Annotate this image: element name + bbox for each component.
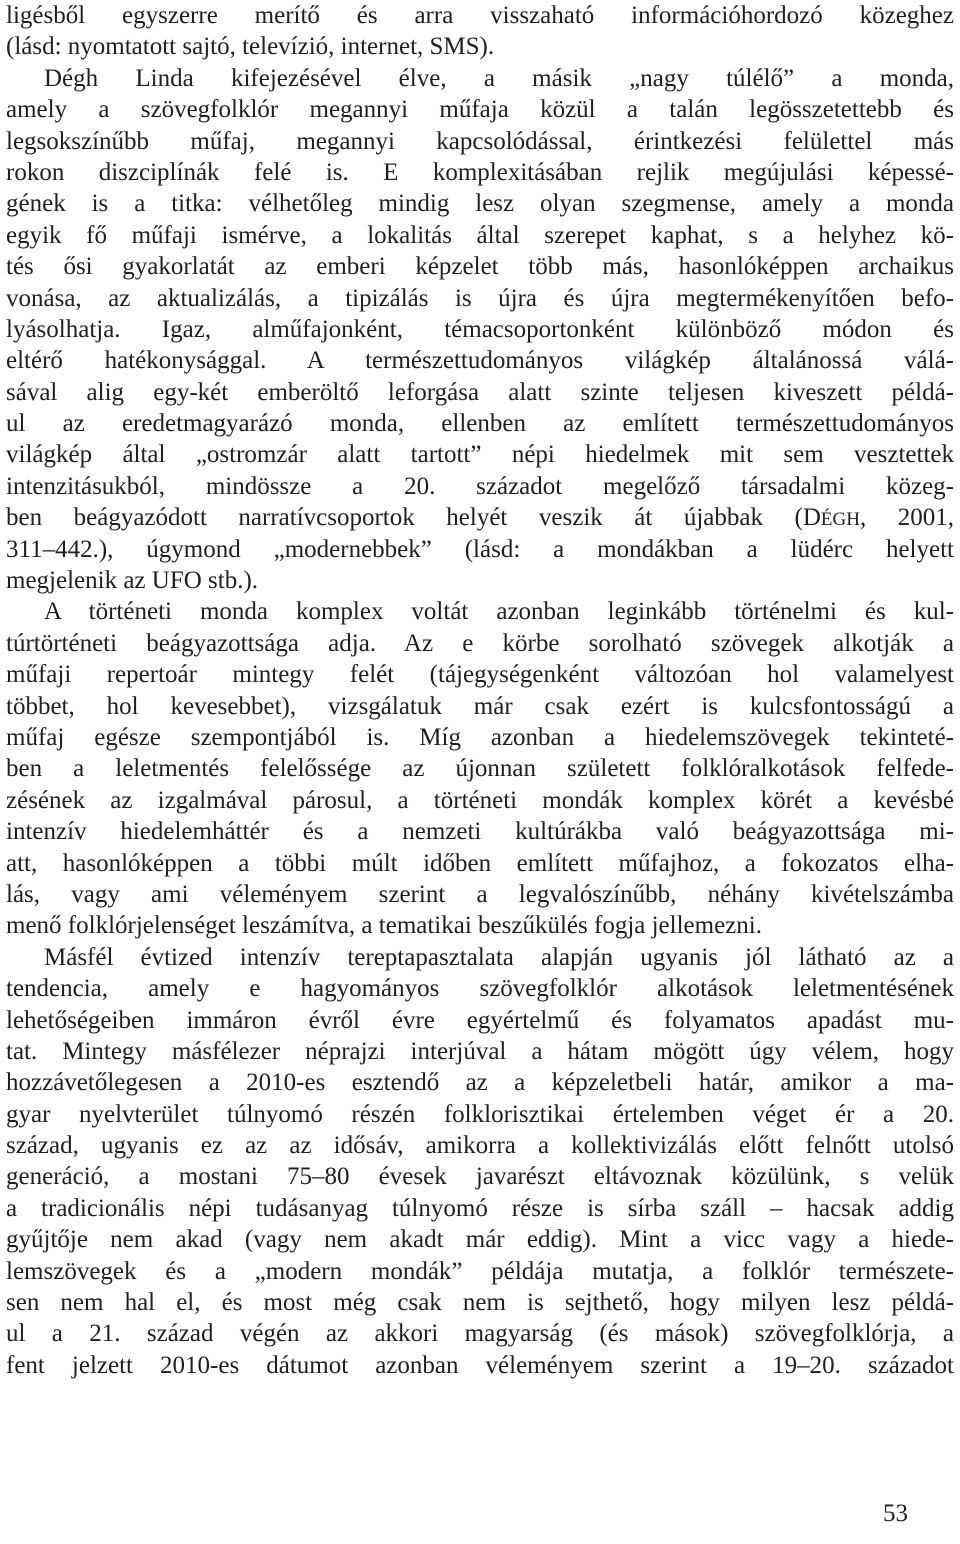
text-line: generáció, a mostani 75–80 évesek javarészt eltávoznak közülünk, s velük	[6, 1163, 954, 1191]
text-line: túrtörténeti beágyazottsága adja. Az e körbe sorolható szövegek alkotják a	[6, 629, 954, 657]
paragraph	[6, 0, 954, 63]
text-line: megjelenik az UFO stb.).	[6, 567, 259, 595]
text-line: intenzív hiedelemháttér és a nemzeti kultúrákba való beágyazottsága mi-	[6, 818, 954, 846]
text-line: ul a 21. század végén az akkori magyarság (és mások) szövegfolklórja, a	[6, 1320, 954, 1348]
text-line: gyar nyelvterület túlnyomó részén folklorisztikai értelemben véget ér a 20.	[6, 1100, 954, 1128]
text-line: 311–442.), úgymond „modernebbek” (lásd: a mondákban a lüdérc helyett	[6, 535, 954, 563]
text-line: att, hasonlóképpen a többi múlt időben említett műfajhoz, a fokozatos elha-	[6, 849, 954, 877]
text-line: ben beágyazódott narratívcsoportok helyét veszik át újabbak (DÉGH, 2001,	[6, 504, 954, 532]
text-line: gyűjtője nem akad (vagy nem akadt már eddig). Mint a vicc vagy a hiede-	[6, 1226, 954, 1254]
text-line: rokon diszciplínák felé is. E komplexitásában rejlik megújulási képessé-	[6, 158, 954, 186]
text-line: vonása, az aktualizálás, a tipizálás is újra és újra megtermékenyítően befo-	[6, 284, 954, 312]
text-line: tés ősi gyakorlatát az emberi képzelet több más, hasonlóképpen archaikus	[6, 253, 954, 281]
text-line: műfaj egésze szempontjából is. Míg azonban a hiedelemszövegek tekinteté-	[6, 723, 954, 751]
text-line: legsokszínűbb műfaj, megannyi kapcsolódással, érintkezési felülettel más	[6, 127, 954, 155]
text-line: eltérő hatékonysággal. A természettudományos világkép általánossá válá-	[6, 347, 954, 375]
text-line: világkép által „ostromzár alatt tartott” népi hiedelmek mit sem vesztettek	[6, 441, 954, 469]
text-line: sával alig egy-két emberöltő leforgása alatt szinte teljesen kiveszett példá-	[6, 378, 954, 406]
text-line: ben a leletmentés felelőssége az újonnan született folklóralkotások felfede-	[6, 755, 954, 783]
text-line: lyásolhatja. Igaz, alműfajonként, témacsoportonként különböző módon és	[6, 315, 954, 343]
page-number: 53	[883, 1500, 908, 1527]
text-line: műfaji repertoár mintegy felét (tájegységenként változóan hol valamelyest	[6, 661, 954, 689]
text-line: a tradicionális népi tudásanyag túlnyomó része is sírba száll – hacsak addig	[6, 1194, 954, 1222]
text-line: A történeti monda komplex voltát azonban leginkább történelmi és kul-	[44, 598, 954, 626]
paragraph	[6, 942, 954, 1381]
text-line: egyik fő műfaji ismérve, a lokalitás által szerepet kaphat, s a helyhez kö-	[6, 221, 954, 249]
text-line: zésének az izgalmával párosul, a történeti mondák komplex körét a kevésbé	[6, 786, 954, 814]
text-line: lás, vagy ami véleményem szerint a legvalószínűbb, néhány kivételszámba	[6, 880, 954, 908]
text-line: Másfél évtized intenzív tereptapasztalata alapján ugyanis jól látható az a	[44, 943, 954, 971]
text-line: intenzitásukból, mindössze a 20. századot megelőző társadalmi közeg-	[6, 472, 954, 500]
text-line: tendencia, amely e hagyományos szövegfolklór alkotások leletmentésének	[6, 975, 954, 1003]
text-line: hozzávetőlegesen a 2010-es esztendő az a képzeletbeli határ, amikor a ma-	[6, 1069, 954, 1097]
paragraph	[6, 63, 954, 597]
page-body	[6, 0, 954, 1381]
text-line: gének is a titka: vélhetőleg mindig lesz olyan szegmense, amely a monda	[6, 190, 954, 218]
text-line: amely a szövegfolklór megannyi műfaja közül a talán legösszetettebb és	[6, 96, 954, 124]
text-line: (lásd: nyomtatott sajtó, televízió, internet, SMS).	[6, 33, 495, 61]
text-line: tat. Mintegy másfélezer néprajzi interjúval a hátam mögött úgy vélem, hogy	[6, 1037, 954, 1065]
text-line: ligésből egyszerre merítő és arra visszaható információhordozó közeghez	[6, 2, 954, 29]
text-line: fent jelzett 2010-es dátumot azonban véleményem szerint a 19–20. századot	[6, 1351, 954, 1379]
text-line: Dégh Linda kifejezésével élve, a másik „nagy túlélő” a monda,	[44, 64, 954, 92]
text-line: sen nem hal el, és most még csak nem is sejthető, hogy milyen lesz példá-	[6, 1289, 954, 1317]
text-line: többet, hol kevesebbet), vizsgálatuk már csak ezért is kulcsfontosságú a	[6, 692, 954, 720]
text-line: lemszövegek és a „modern mondák” példája mutatja, a folklór természete-	[6, 1257, 954, 1285]
text-line: ul az eredetmagyarázó monda, ellenben az említett természettudományos	[6, 410, 954, 438]
text-line: lehetőségeiben immáron évről évre egyértelmű és folyamatos apadást mu-	[6, 1006, 954, 1034]
text-line: menő folklórjelenséget leszámítva, a tematikai beszűkülés fogja jellemezni.	[6, 912, 762, 940]
text-line: század, ugyanis ez az az idősáv, amikorra a kollektivizálás előtt felnőtt utolsó	[6, 1132, 954, 1160]
paragraph	[6, 596, 954, 941]
